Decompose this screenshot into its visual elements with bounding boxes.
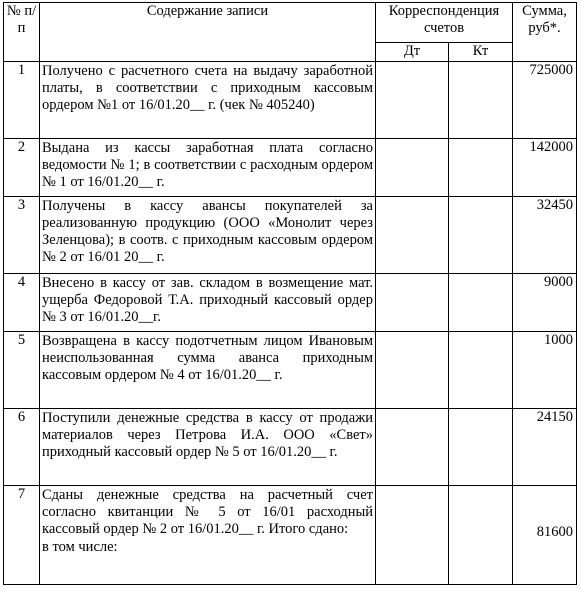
- row-amount: 725000: [513, 62, 577, 139]
- table-row: [4, 197, 577, 274]
- table-header-row: [4, 3, 577, 43]
- row-credit: [449, 139, 513, 197]
- row-credit: [449, 274, 513, 332]
- row-text-cell: [40, 486, 376, 585]
- header-amount: Сумма, руб*.: [513, 3, 577, 62]
- row-num: 5: [4, 332, 40, 409]
- row-credit: [449, 486, 513, 585]
- table-row: [4, 332, 577, 409]
- row-debit: [376, 62, 449, 139]
- row-credit: [449, 197, 513, 274]
- row-num: 1: [4, 62, 40, 139]
- row-credit: [449, 62, 513, 139]
- row-text: Получено с расчетного счета на выдачу заработной платы, в соответствии с приходным кассовым ордером №1 от 16/01.20__ г. (чек № 405240): [40, 62, 376, 139]
- cash-operations-table: [3, 2, 577, 585]
- row-credit: [449, 332, 513, 409]
- row-debit: [376, 332, 449, 409]
- row-amount: 24150: [513, 409, 577, 486]
- row-amount: 32450: [513, 197, 577, 274]
- row-text: Выдана из кассы заработная плата согласно ведомости № 1; в соответствии с расходным ордером № 1 от 16/01.20__ г.: [40, 139, 376, 197]
- row-debit: [376, 409, 449, 486]
- row-num: 7: [4, 486, 40, 585]
- row-subtext: в том числе:: [42, 539, 118, 555]
- row-debit: [376, 197, 449, 274]
- header-num: № п/п: [4, 3, 40, 62]
- row-text: Поступили денежные средства в кассу от продажи материалов через Петрова И.А. ООО «Свет» приходный кассовый ордер № 5 от 16/01.20__ г.: [40, 409, 376, 486]
- row-num: 3: [4, 197, 40, 274]
- row-num: 4: [4, 274, 40, 332]
- row-amount: 81600: [513, 486, 577, 585]
- row-text: Возвращена в кассу подотчетным лицом Ивановым неиспользованная сумма аванса приходным кассовым ордером № 4 от 16/01.20__ г.: [40, 332, 376, 409]
- table-row: [4, 486, 577, 585]
- table-row: [4, 274, 577, 332]
- table-row: [4, 409, 577, 486]
- row-text: Получены в кассу авансы покупателей за реализованную продукцию (ООО «Монолит через Зеленцова); в соотв. с приходным кассовым ордером № 2 от 16/01 20__ г.: [40, 197, 376, 274]
- row-debit: [376, 139, 449, 197]
- row-debit: [376, 486, 449, 585]
- row-amount: 9000: [513, 274, 577, 332]
- row-num: 6: [4, 409, 40, 486]
- table-row: [4, 62, 577, 139]
- row-amount: 142000: [513, 139, 577, 197]
- header-content: Содержание записи: [40, 3, 376, 62]
- row-num: 2: [4, 139, 40, 197]
- row-debit: [376, 274, 449, 332]
- row-credit: [449, 409, 513, 486]
- header-correspondence: Корреспонденция счетов: [376, 3, 513, 43]
- header-credit: Кт: [449, 43, 513, 62]
- header-debit: Дт: [376, 43, 449, 62]
- row-amount: 1000: [513, 332, 577, 409]
- table-row: [4, 139, 577, 197]
- row-text: Сданы денежные средства на расчетный счет согласно квитанции № 5 от 16/01 расходный кассовый ордер № 2 от 16/01.20__ г. Итого сдано:: [42, 487, 373, 537]
- row-text: Внесено в кассу от зав. складом в возмещение мат. ущерба Федоровой Т.А. приходный кассовый ордер № 3 от 16/01.20__г.: [40, 274, 376, 332]
